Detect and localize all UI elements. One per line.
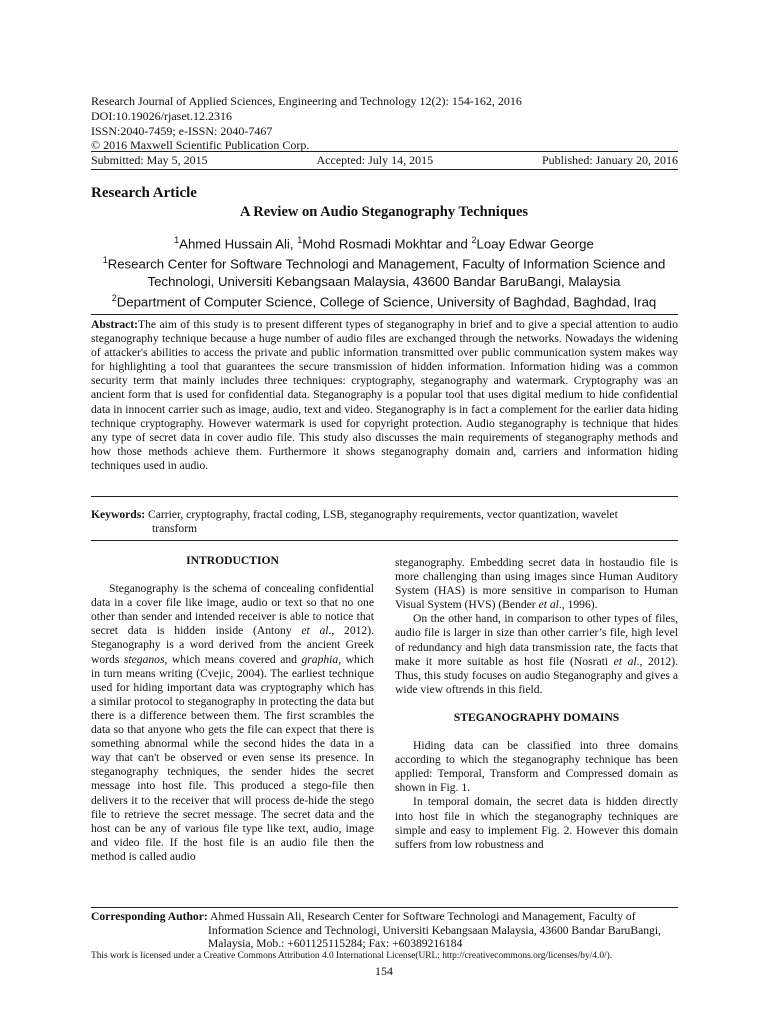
abstract-rule-bottom: [91, 496, 678, 497]
affiliation-1: $^1$Research Center for Software Technologi and Management, Faculty of Information Science and: [102, 255, 666, 272]
issn: ISSN:2040-7459; e-ISSN: 2040-7467: [91, 124, 273, 138]
body-paragraph: On the other hand, in comparison to other types of files, audio file is larger in size than other carrier’s file, high level of redundancy and high data transmission rate, the facts that make it more suitable as host file (Nosrati et al., 2012). Thus, this study focuses on audio Steganography and gives a wide view oftrends in this field.: [395, 612, 678, 696]
section-heading-introduction: INTRODUCTION: [186, 554, 279, 567]
abstract-text: The aim of this study is to present different types of steganography in brief and to give a special attention to audio steganography technique because a huge number of audio files are exchanged through the networks. Nowadays the widening of attacker's abilities to access the private and public information transmitted over public communication system makes way for highlighting a tool that guarantees the secure transmission of hidden information. Information hiding was a common security term that mainly includes three techniques: cryptography, steganography and watermark. Cryptography was an ancient form that is used for confidential data. Steganography is a popular tool that uses digital medium to hide confidential data in innocent carrier such as image, audio, text and video. Steganography is in fact a complement for the earlier data hiding technique cryptography. However watermark is used for copyright protection. Audio steganography is technique that hides any type of secret data in cover audio file. This study also discusses the main requirements of steganography methods and how those methods achieve them. Furthermore it shows steganography domain and, carriers and information hiding techniques used in audio.: [91, 318, 678, 472]
copyright: © 2016 Maxwell Scientific Publication Corp.: [91, 138, 310, 152]
page-number: 154: [375, 964, 393, 978]
author-name: Mohd Rosmadi Mokhtar and: [302, 236, 472, 252]
body-paragraph: steganography. Embedding secret data in hostaudio file is more challenging than using images since Human Auditory System (HAS) is more sensitive in comparison to Human Visual System (HVS) (Bender et al., 1996).: [395, 556, 678, 612]
body-paragraph: In temporal domain, the secret data is hidden directly into host file in which the steganography techniques are simple and easy to implement Fig. 2. However this domain suffers from low robustness and: [395, 795, 678, 851]
corresponding-author: Corresponding Author: Ahmed Hussain Ali, Research Center for Software Technologi and Management, Faculty of Information Science and Technologi, Universiti Kebangsaan Malaysia, 43600 Bandar BaruBangi, Malaysia, Mob.: +601125115284; Fax: +60389216184: [91, 910, 661, 951]
header-rule-bottom: [91, 169, 678, 170]
footer-rule: [91, 907, 678, 908]
publication-dates: [91, 153, 678, 168]
abstract-label: Abstract:: [91, 318, 139, 331]
submitted-date: Submitted: May 5, 2015: [91, 153, 208, 167]
keywords-label: Keywords:: [91, 508, 146, 521]
keywords: Keywords: Carrier, cryptography, fractal coding, LSB, steganography requirements, vector quantization, wavelet transform: [91, 508, 618, 535]
journal-citation: Research Journal of Applied Sciences, Engineering and Technology 12(2): 154-162, 2016: [91, 94, 522, 108]
intro-paragraph: Steganography is the schema of concealing confidential data in a cover file like image, audio or text so that no one other than sender and intended receiver is able to notice that secret data is hidden inside (Antony et al., 2012). Steganography is a word derived from the ancient Greek words steganos, which means covered and graphia, which in turn means writing (Cvejic, 2004). The earliest technique used for hiding important data was cryptography which has a similar protocol to steganography in protecting the data but there is a difference between them. The first scrambles the data so that anyone who gets the file can expect that there is something abnormal while the second hides the data in a way that can't be observed or even sense its presence. In steganography techniques, the sender hides the secret message into host file. This produced a stego-file then delivers it to the receiver that will process de-hide the stego file to retrieve the secret message. The secret data and the host can be any of various file type like text, audio, image and video file. If the host file is an audio file then the method is called audio: [91, 582, 375, 863]
author-name: Loay Edwar George: [476, 236, 594, 252]
affiliation-1-cont: Technologi, Universiti Kebangsaan Malaysia, 43600 Bandar BaruBangi, Malaysia: [147, 273, 621, 289]
body-paragraph: Hiding data can be classified into three domains according to which the steganography technique has been applied: Temporal, Transform and Compressed domain as shown in Fig. 1.: [395, 739, 678, 795]
doi[interactable]: DOI:10.19026/rjaset.12.2316: [91, 109, 232, 123]
author-list: $^1$Ahmed Hussain Ali, $^1$Mohd Rosmadi Mokhtar and $^2$Loay Edwar George: [174, 235, 594, 252]
corresponding-author-label: Corresponding Author:: [91, 910, 208, 923]
keywords-rule: [91, 540, 678, 541]
author-block: [0, 232, 768, 310]
affiliation-2: $^2$Department of Computer Science, College of Science, University of Baghdad, Baghdad, Iraq: [111, 292, 657, 310]
right-column: [395, 556, 678, 852]
paper-title: A Review on Audio Steganography Techniques: [239, 204, 529, 220]
author-name: Ahmed Hussain Ali,: [179, 236, 298, 252]
abstract: [91, 318, 678, 473]
section-heading-steganography-domains: STEGANOGRAPHY DOMAINS: [453, 710, 620, 724]
abstract-rule-top: [91, 314, 678, 315]
header-rule-top: [91, 151, 678, 152]
accepted-date: Accepted: July 14, 2015: [316, 153, 434, 167]
license-notice[interactable]: This work is licensed under a Creative Commons Attribution 4.0 International License(URL: http://creativecommons.org/licenses/by/4.0/).: [91, 951, 613, 961]
article-type: Research Article: [91, 185, 197, 201]
left-column: [91, 554, 374, 864]
published-date: Published: January 20, 2016: [541, 153, 678, 167]
